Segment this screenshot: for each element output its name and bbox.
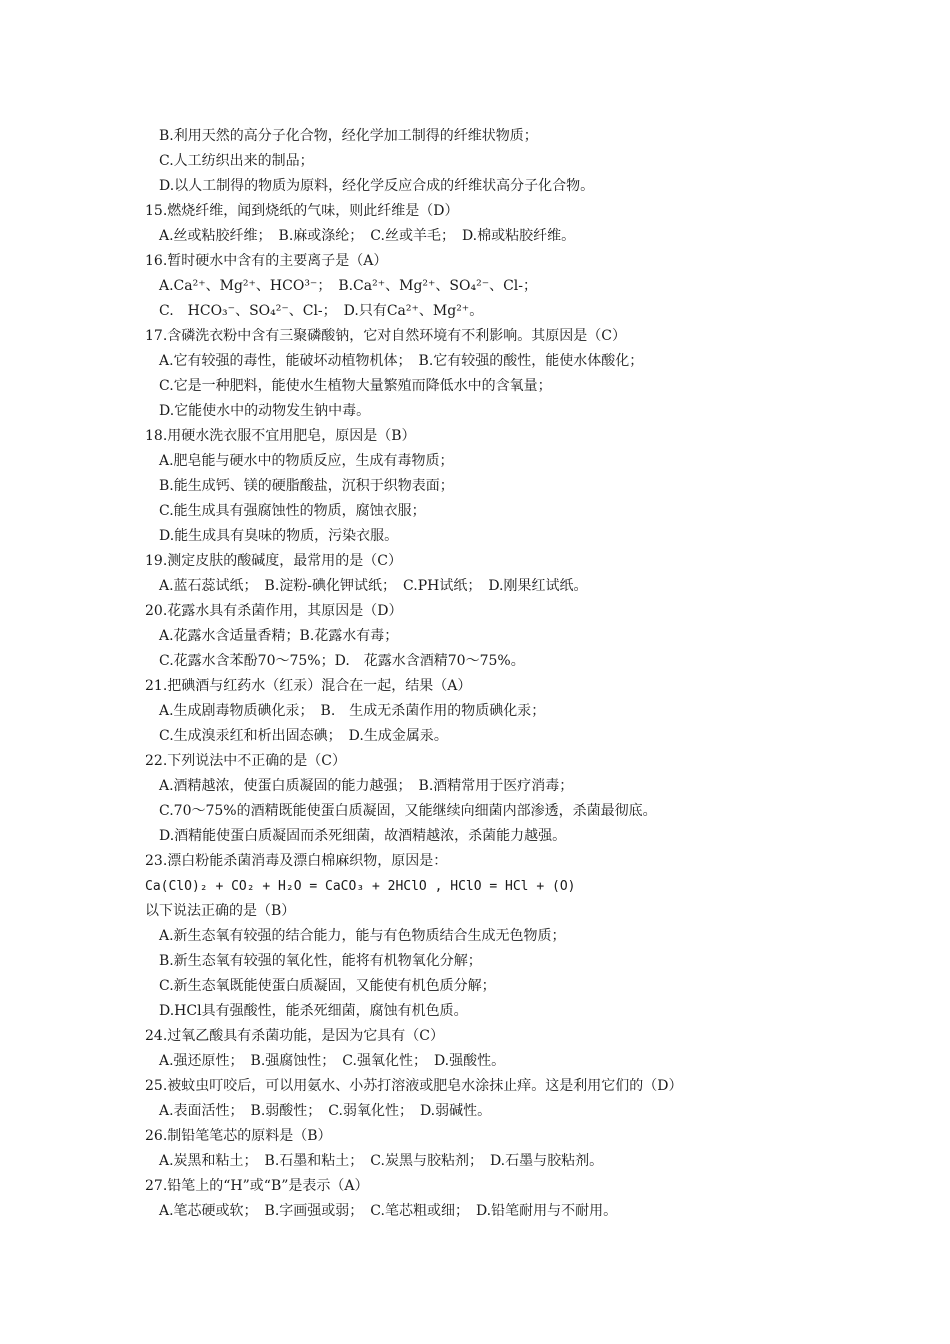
q17-option-c: C.它是一种肥料，能使水生植物大量繁殖而降低水中的含氧量； — [159, 378, 552, 394]
q15-stem: 15.燃烧纤维，闻到烧纸的气味，则此纤维是（D） — [145, 203, 459, 219]
q22-options-ab: A.酒精越浓，使蛋白质凝固的能力越强； B.酒精常用于医疗消毒； — [159, 778, 574, 794]
q23-option-c: C.新生态氧既能使蛋白质凝固，又能使有机色质分解； — [159, 978, 496, 994]
q14-option-d: D.以人工制得的物质为原料，经化学反应合成的纤维状高分子化合物。 — [159, 178, 595, 194]
q14-option-b: B.利用天然的高分子化合物，经化学加工制得的纤维状物质； — [159, 128, 538, 144]
q14-option-c: C.人工纺织出来的制品； — [159, 153, 314, 169]
q25-stem: 25.被蚊虫叮咬后，可以用氨水、小苏打溶液或肥皂水涂抹止痒。这是利用它们的（D） — [145, 1078, 683, 1094]
q18-option-d: D.能生成具有臭味的物质，污染衣服。 — [159, 528, 399, 544]
question-list — [145, 124, 845, 1224]
q17-options-ab: A.它有较强的毒性，能破坏动植物机体； B.它有较强的酸性，能使水体酸化； — [159, 353, 644, 369]
q16-options-line1: A.Ca²⁺、Mg²⁺、HCO³⁻； B.Ca²⁺、Mg²⁺、SO₄²⁻、Cl-； — [159, 278, 538, 294]
q18-option-b: B.能生成钙、镁的硬脂酸盐，沉积于织物表面； — [159, 478, 454, 494]
q18-stem: 18.用硬水洗衣服不宜用肥皂，原因是（B） — [145, 428, 416, 444]
q27-options: A.笔芯硬或软； B.字画强或弱； C.笔芯粗或细； D.铅笔耐用与不耐用。 — [159, 1203, 618, 1219]
q26-stem: 26.制铅笔笔芯的原料是（B） — [145, 1128, 332, 1144]
q17-stem: 17.含磷洗衣粉中含有三聚磷酸钠，它对自然环境有不利影响。其原因是（C） — [145, 328, 626, 344]
q22-option-c: C.70～75%的酒精既能使蛋白质凝固，又能继续向细菌内部渗透，杀菌最彻底。 — [159, 803, 657, 819]
q23-option-b: B.新生态氧有较强的氧化性，能将有机物氧化分解； — [159, 953, 482, 969]
q16-stem: 16.暂时硬水中含有的主要离子是（A） — [145, 253, 388, 269]
q18-option-c: C.能生成具有强腐蚀性的物质，腐蚀衣服； — [159, 503, 426, 519]
q22-option-d: D.酒精能使蛋白质凝固而杀死细菌，故酒精越浓，杀菌能力越强。 — [159, 828, 567, 844]
q21-stem: 21.把碘酒与红药水（红汞）混合在一起，结果（A） — [145, 678, 472, 694]
q20-options-ab: A.花露水含适量香精；B.花露水有毒； — [159, 628, 399, 644]
q23-option-d: D.HCl具有强酸性，能杀死细菌，腐蚀有机色质。 — [159, 1003, 468, 1019]
q19-stem: 19.测定皮肤的酸碱度，最常用的是（C） — [145, 553, 402, 569]
q19-options: A.蓝石蕊试纸； B.淀粉-碘化钾试纸； C.PH试纸； D.刚果红试纸。 — [159, 578, 588, 594]
q23-lead: 以下说法正确的是（B） — [145, 903, 296, 919]
q21-options-ab: A.生成剧毒物质碘化汞； B. 生成无杀菌作用的物质碘化汞； — [159, 703, 546, 719]
q15-options: A.丝或粘胶纤维； B.麻或涤纶； C.丝或羊毛； D.棉或粘胶纤维。 — [159, 228, 576, 244]
q16-options-line2: C. HCO₃⁻、SO₄²⁻、Cl-； D.只有Ca²⁺、Mg²⁺。 — [159, 303, 484, 319]
q22-stem: 22.下列说法中不正确的是（C） — [145, 753, 346, 769]
q20-stem: 20.花露水具有杀菌作用，其原因是（D） — [145, 603, 403, 619]
q23-equation: Ca(ClO)₂ + CO₂ + H₂O = CaCO₃ + 2HClO , HClO = HCl + (O) — [145, 879, 576, 894]
q27-stem: 27.铅笔上的“H”或“B”是表示（A） — [145, 1178, 369, 1194]
q24-options: A.强还原性； B.强腐蚀性； C.强氧化性； D.强酸性。 — [159, 1053, 506, 1069]
q17-option-d: D.它能使水中的动物发生钠中毒。 — [159, 403, 371, 419]
q18-option-a: A.肥皂能与硬水中的物质反应，生成有毒物质； — [159, 453, 454, 469]
q23-stem: 23.漂白粉能杀菌消毒及漂白棉麻织物，原因是： — [145, 853, 448, 869]
q21-options-cd: C.生成溴汞红和析出固态碘； D.生成金属汞。 — [159, 728, 448, 744]
q23-option-a: A.新生态氧有较强的结合能力，能与有色物质结合生成无色物质； — [159, 928, 566, 944]
q20-options-cd: C.花露水含苯酚70～75%；D. 花露水含酒精70～75%。 — [159, 653, 525, 669]
q25-options: A.表面活性； B.弱酸性； C.弱氧化性； D.弱碱性。 — [159, 1103, 492, 1119]
q26-options: A.炭黑和粘土； B.石墨和粘土； C.炭黑与胶粘剂； D.石墨与胶粘剂。 — [159, 1153, 604, 1169]
q24-stem: 24.过氧乙酸具有杀菌功能，是因为它具有（C） — [145, 1028, 444, 1044]
